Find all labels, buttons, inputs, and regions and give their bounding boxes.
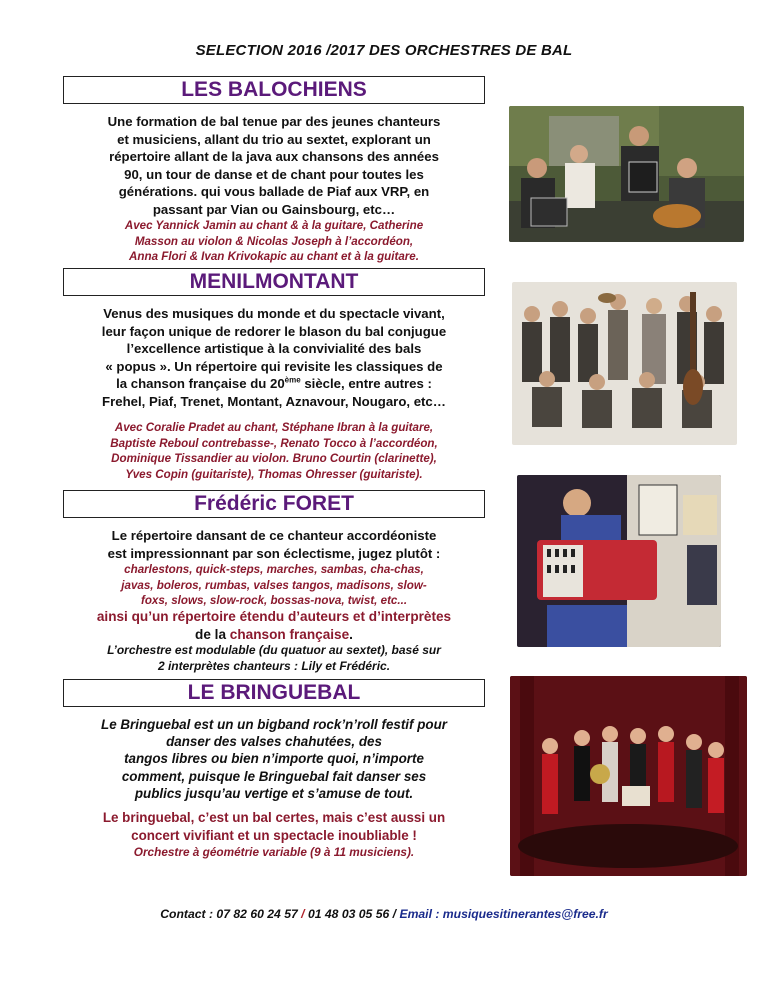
page-header: SELECTION 2016 /2017 DES ORCHESTRES DE BAL: [195, 42, 573, 59]
style-line: foxs, slows, slow-rock, bossas-nova, twist, etc...: [140, 594, 408, 607]
section-title-balochiens: [63, 76, 485, 104]
desc-line: « popus ». Un répertoire qui revisite les classiques de: [105, 358, 443, 374]
desc-line: générations. qui vous ballade de Piaf aux VRP, en: [118, 184, 430, 199]
desc-line: 90, un tour de danse et de chant pour toutes les: [124, 166, 424, 182]
desc-line: répertoire allant de la java aux chansons des années: [109, 149, 439, 164]
menilmontant-description: [48, 305, 500, 410]
menilmontant-photo: [512, 282, 737, 445]
desc-line: comment, puisque le Bringuebal fait danser ses: [121, 768, 427, 784]
foret-description: [48, 527, 500, 562]
member-line: Baptiste Reboul contrebasse-, Renato Tocco à l’accordéon,: [110, 436, 438, 450]
desc-line: tangos libres ou bien n’importe quoi, n’importe: [124, 751, 424, 767]
desc-line: et musiciens, allant du trio au sextet, explorant un: [117, 131, 431, 147]
repertoire-line: ainsi qu’un répertoire étendu d’auteurs et d’interprètes: [96, 609, 452, 624]
desc-line: l’excellence artistique à la convivialité des bals: [126, 341, 422, 356]
desc-line: leur façon unique de redorer le blason du bal conjugue: [101, 323, 447, 339]
contact-footer: [0, 907, 768, 921]
tagline-line: Le bringuebal, c’est un bal certes, mais c’est aussi un: [102, 810, 446, 825]
member-line: Dominique Tissandier au violon. Bruno Courtin (clarinette),: [111, 452, 437, 465]
bringuebal-description: [48, 716, 500, 802]
separator: /: [389, 907, 400, 921]
desc-line: Frehel, Piaf, Trenet, Montant, Aznavour, Nougaro, etc…: [102, 393, 446, 409]
menilmontant-members: [48, 420, 500, 482]
member-line: Avec Yannick Jamin au chant & à la guitare, Catherine: [124, 219, 424, 232]
separator: /: [297, 907, 308, 921]
contact-email-link[interactable]: Email : musiquesitinerantes@free.fr: [399, 907, 608, 921]
section-title-menilmontant: [63, 268, 485, 296]
foret-repertoire: [48, 608, 500, 643]
section-title-bringuebal: [63, 679, 485, 707]
ordinal-suffix: ème: [284, 375, 301, 385]
bringuebal-note: [48, 845, 500, 861]
note-line: L’orchestre est modulable (du quatuor au sextet), basé sur: [107, 643, 441, 657]
foret-note: [48, 642, 500, 674]
section-title-foret: [63, 490, 485, 518]
foret-dance-styles: [48, 562, 500, 609]
desc-line: [48, 375, 500, 393]
section-title-text: MENILMONTANT: [189, 270, 359, 293]
desc-line: Le répertoire dansant de ce chanteur accordéoniste: [111, 528, 437, 543]
chanson-prefix: de la: [195, 626, 230, 642]
member-line: Anna Flori & Ivan Krivokapic au chant et à la guitare.: [129, 250, 419, 263]
bringuebal-tagline: [48, 809, 500, 844]
section-title-text: LES BALOCHIENS: [181, 78, 367, 101]
desc-line: passant par Vian ou Gainsbourg, etc…: [152, 201, 396, 217]
desc-line: Une formation de bal tenue par des jeunes chanteurs: [107, 114, 441, 129]
desc-line: Venus des musiques du monde et du spectacle vivant,: [103, 306, 445, 321]
desc-text: la chanson française du 20: [116, 376, 285, 391]
style-line: javas, boleros, rumbas, valses tangos, madisons, slow-: [121, 578, 427, 592]
chanson-suffix: .: [349, 626, 353, 642]
balochiens-description: [63, 113, 485, 218]
note-line: Orchestre à géométrie variable (9 à 11 musiciens).: [133, 845, 415, 859]
tagline-line: concert vivifiant et un spectacle inoubliable !: [131, 827, 417, 843]
style-line: charlestons, quick-steps, marches, sambas, cha-chas,: [124, 563, 424, 576]
desc-text: siècle, entre autres :: [300, 376, 432, 391]
section-title-text: LE BRINGUEBAL: [187, 681, 361, 704]
chanson-line: [48, 626, 500, 644]
foret-photo: [517, 475, 721, 647]
desc-line: est impressionnant par son éclectisme, jugez plutôt :: [107, 545, 441, 561]
chanson-highlight: chanson française: [229, 626, 350, 642]
contact-phone-1: Contact : 07 82 60 24 57: [160, 907, 298, 921]
member-line: Masson au violon & Nicolas Joseph à l’accordéon,: [134, 234, 414, 248]
desc-line: Le Bringuebal est un un bigband rock’n’roll festif pour: [101, 717, 447, 732]
section-title-text: Frédéric FORET: [194, 492, 354, 515]
bringuebal-photo: [510, 676, 747, 876]
member-line: Yves Copin (guitariste), Thomas Ohresser (guitariste).: [125, 467, 423, 481]
member-line: Avec Coralie Pradet au chant, Stéphane Ibran à la guitare,: [114, 421, 434, 434]
contact-phone-2: 01 48 03 05 56: [307, 907, 390, 921]
note-line: 2 interprètes chanteurs : Lily et Frédéric.: [157, 659, 391, 673]
balochiens-members: [63, 218, 485, 265]
desc-line: danser des valses chahutées, des: [166, 734, 382, 750]
desc-line: publics jusqu’au vertige et s’amuse de tout.: [134, 785, 414, 801]
balochiens-photo: [509, 106, 744, 242]
